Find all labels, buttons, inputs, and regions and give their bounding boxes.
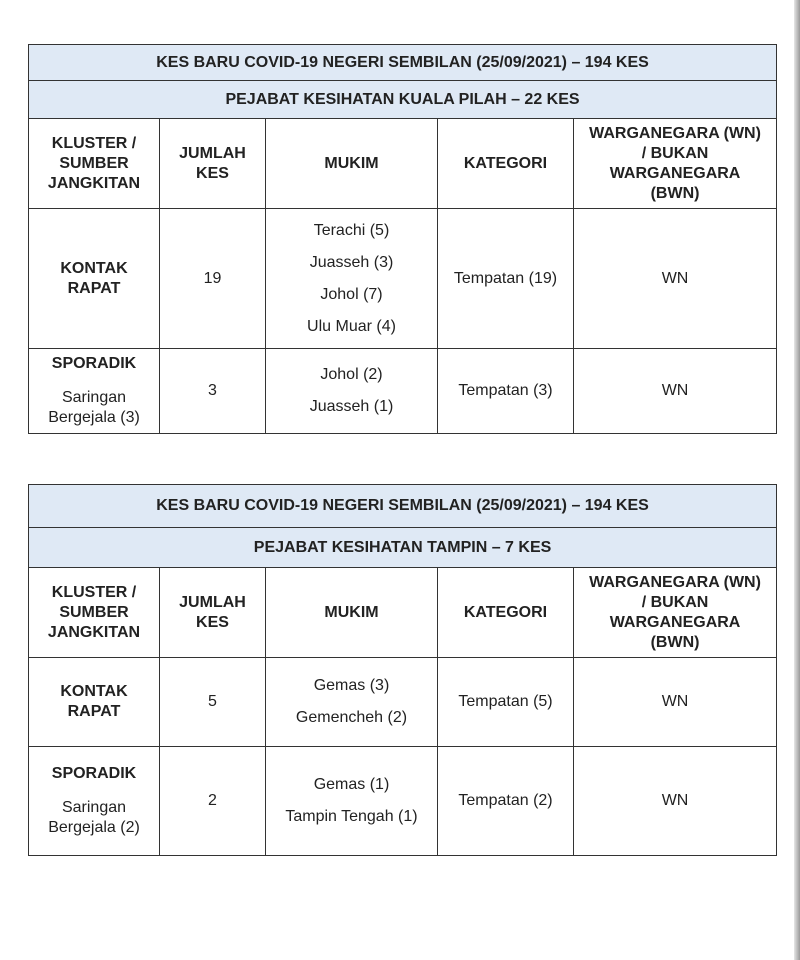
kategori-cell: Tempatan (3) [438,349,574,434]
header-kluster: KLUSTER / SUMBER JANGKITAN [29,119,160,209]
jumlah-cell: 19 [160,209,266,349]
office-title: PEJABAT KESIHATAN KUALA PILAH – 22 KES [29,81,777,119]
office-title: PEJABAT KESIHATAN TAMPIN – 7 KES [29,528,777,568]
case-table-tampin [28,484,777,856]
mukim-cell: Johol (2) Juasseh (1) [266,349,438,434]
table-row [29,209,777,349]
header-kategori: KATEGORI [438,568,574,658]
table-title: KES BARU COVID-19 NEGERI SEMBILAN (25/09/2021) – 194 KES [29,45,777,81]
kategori-cell: Tempatan (19) [438,209,574,349]
header-row [29,568,777,658]
jumlah-cell: 2 [160,747,266,856]
header-row [29,119,777,209]
jumlah-cell: 5 [160,658,266,747]
mukim-cell: Terachi (5) Juasseh (3) Johol (7) Ulu Muar (4) [266,209,438,349]
page-edge-shadow [794,0,800,960]
jumlah-cell: 3 [160,349,266,434]
case-table-kuala-pilah [28,44,777,434]
kategori-cell: Tempatan (5) [438,658,574,747]
header-kluster: KLUSTER / SUMBER JANGKITAN [29,568,160,658]
header-mukim: MUKIM [266,568,438,658]
kluster-cell: KONTAK RAPAT [29,209,160,349]
mukim-cell: Gemas (3) Gemencheh (2) [266,658,438,747]
table-row [29,747,777,856]
header-jumlah: JUMLAH KES [160,568,266,658]
header-warganegara: WARGANEGARA (WN) / BUKAN WARGANEGARA (BWN) [574,568,777,658]
header-warganegara: WARGANEGARA (WN) / BUKAN WARGANEGARA (BWN) [574,119,777,209]
header-jumlah: JUMLAH KES [160,119,266,209]
wn-cell: WN [574,349,777,434]
header-kategori: KATEGORI [438,119,574,209]
kluster-cell: SPORADIK Saringan Bergejala (3) [29,349,160,434]
wn-cell: WN [574,209,777,349]
kluster-cell: KONTAK RAPAT [29,658,160,747]
wn-cell: WN [574,747,777,856]
mukim-cell: Gemas (1) Tampin Tengah (1) [266,747,438,856]
header-mukim: MUKIM [266,119,438,209]
wn-cell: WN [574,658,777,747]
table-row [29,658,777,747]
table-title: KES BARU COVID-19 NEGERI SEMBILAN (25/09/2021) – 194 KES [29,485,777,528]
kategori-cell: Tempatan (2) [438,747,574,856]
kluster-cell: SPORADIK Saringan Bergejala (2) [29,747,160,856]
table-row [29,349,777,434]
